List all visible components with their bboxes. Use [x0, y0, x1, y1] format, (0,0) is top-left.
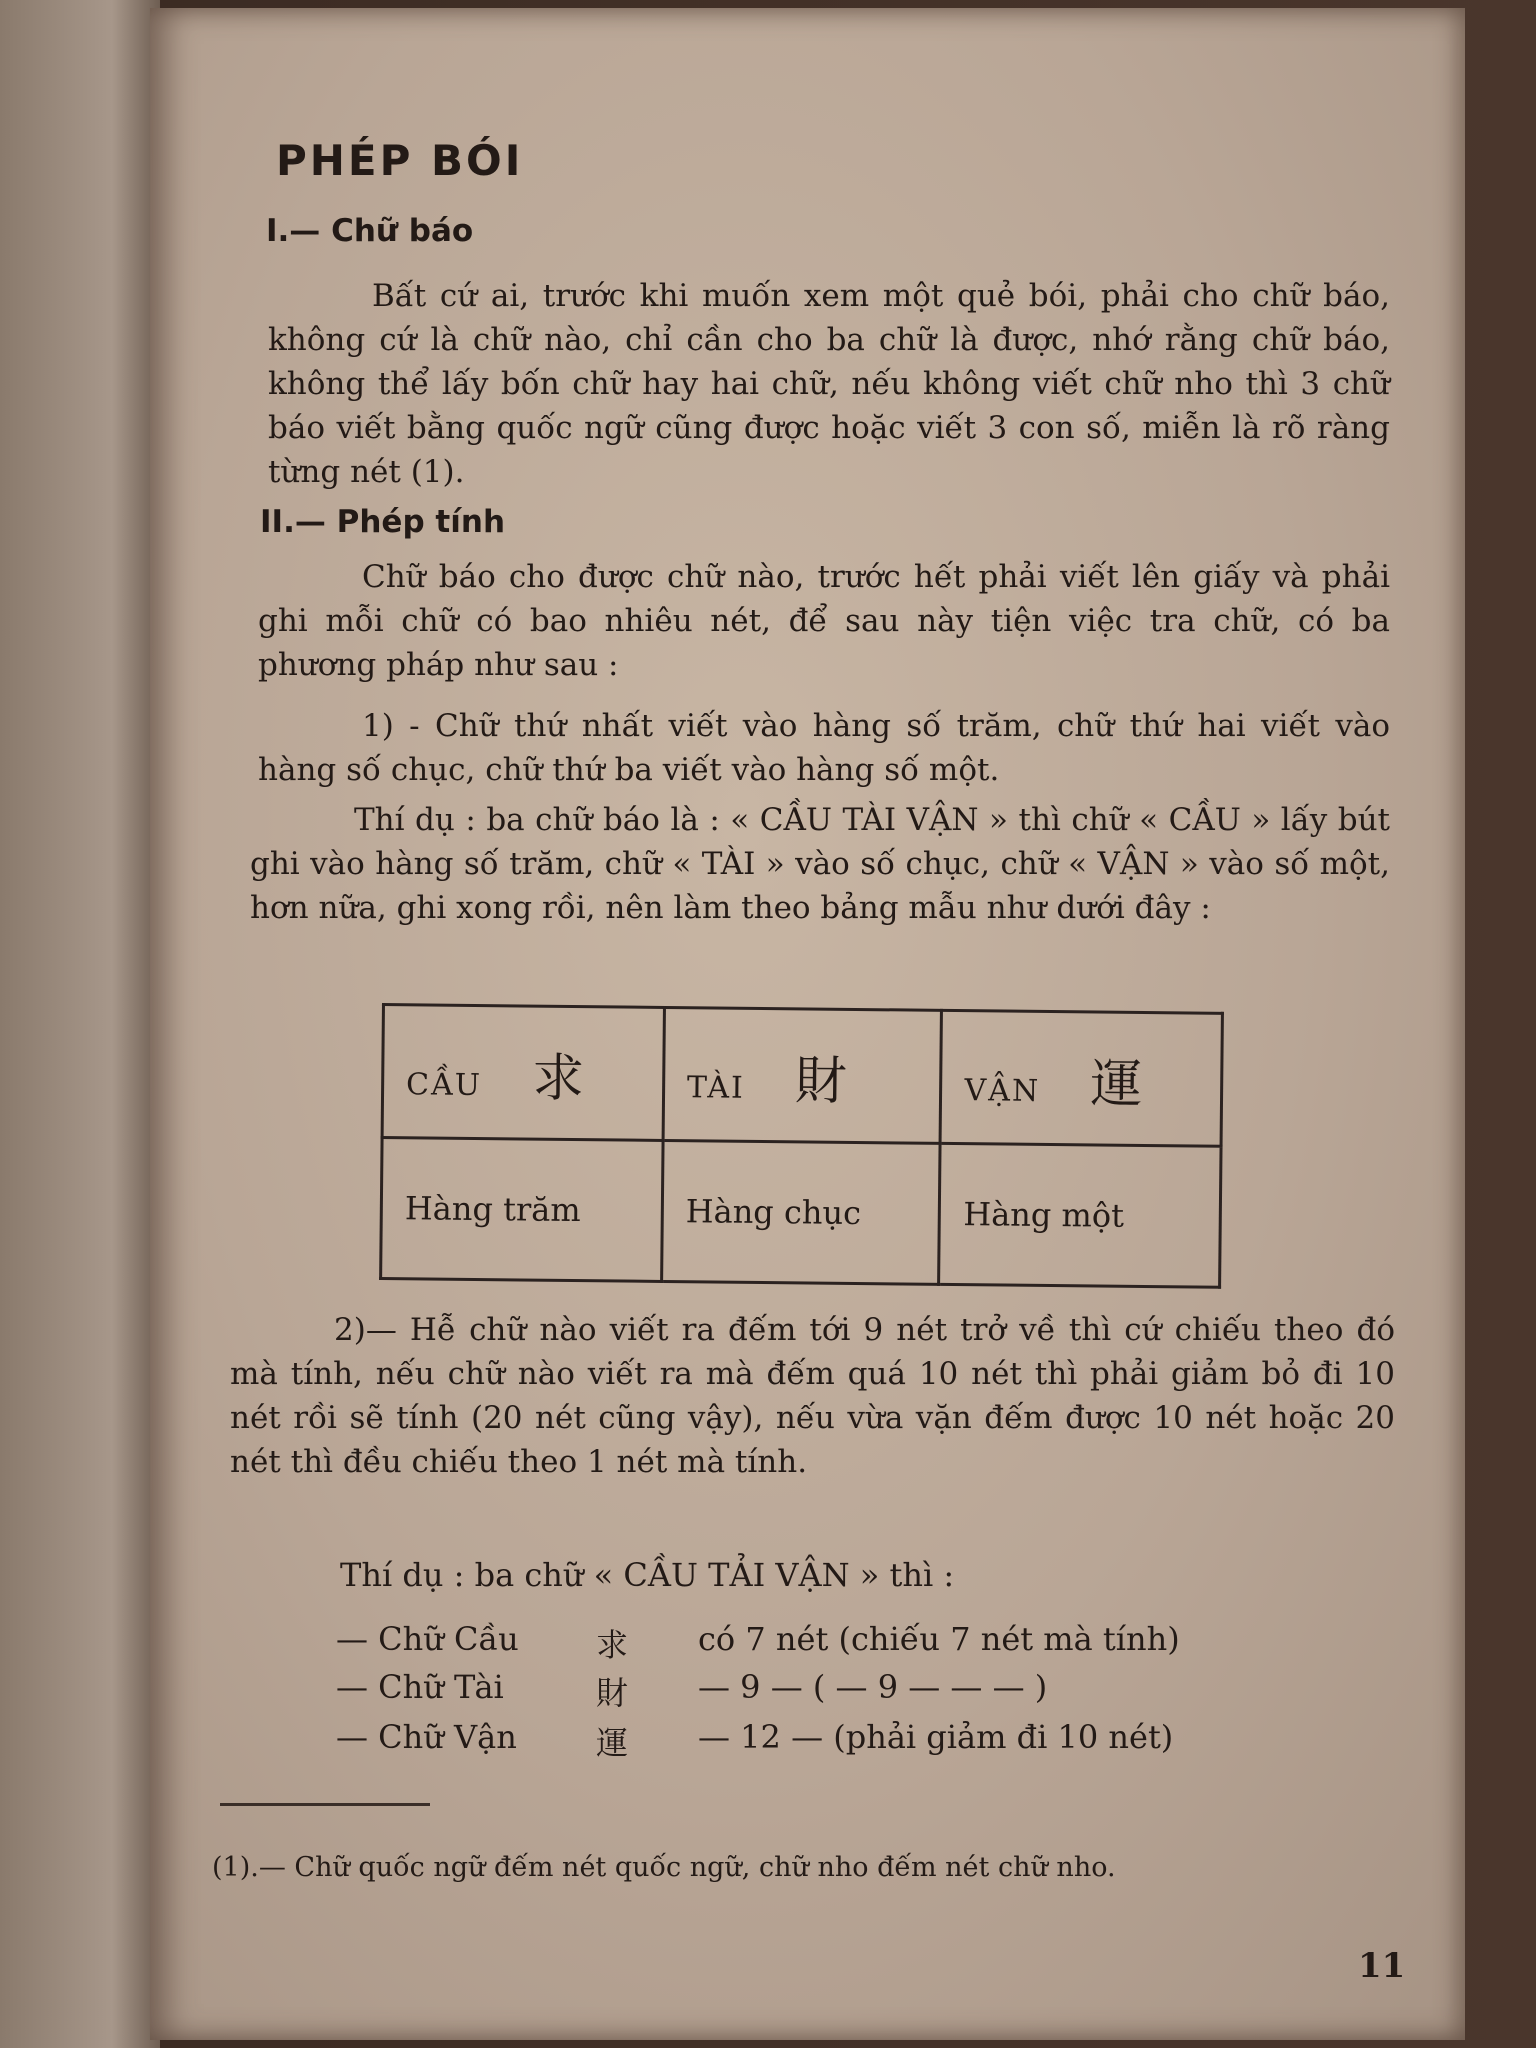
word-van: VẬN: [964, 1072, 1041, 1109]
stroke-label-van: — Chữ Vận: [336, 1718, 517, 1756]
section-2-heading: II.— Phép tính: [260, 504, 506, 540]
section-1-heading: I.— Chữ báo: [266, 213, 474, 249]
stroke-value-cau: có 7 nét (chiếu 7 nét mà tính): [698, 1620, 1180, 1658]
section-1-text: Bất cứ ai, trước khi muốn xem một quẻ bói, phải cho chữ báo, không cứ là chữ nào, chỉ cần cho ba chữ là được, nhớ rằng chữ báo, không thể lấy bốn chữ hay hai chữ, nếu không viết chữ nho thì 3 chữ báo viết bằng quốc ngữ cũng được hoặc viết 3 con số, miễn là rõ ràng từng nét (1).: [268, 278, 1390, 490]
page-title: PHÉP BÓI: [276, 136, 524, 185]
book-page: [150, 8, 1465, 2040]
stroke-char-cau: 求: [596, 1626, 629, 1664]
table-cell-ones: Hàng một: [939, 1143, 1221, 1287]
table-cell: [382, 1005, 664, 1141]
footnote: (1).— Chữ quốc ngữ đếm nét quốc ngữ, chữ nho đếm nét chữ nho.: [212, 1852, 1116, 1883]
table-row: [382, 1005, 1222, 1147]
example-1-text: Thí dụ : ba chữ báo là : « CẦU TÀI VẬN » thì chữ « CẦU » lấy bút ghi vào hàng số trăm, chữ « TÀI » vào số chục, chữ « VẬN » vào số một, hơn nữa, ghi xong rồi, nên làm theo bảng mẫu như dưới đây :: [250, 802, 1390, 926]
stroke-char-tai: 財: [596, 1674, 629, 1712]
table-cell-hundreds: Hàng trăm: [381, 1138, 663, 1282]
stroke-char-van: 運: [596, 1724, 629, 1762]
example-2-text: Thí dụ : ba chữ « CẦU TẢI VẬN » thì :: [340, 1556, 955, 1594]
table-cell: [941, 1010, 1223, 1146]
method-2-text: 2)— Hễ chữ nào viết ra đếm tới 9 nét trở về thì cứ chiếu theo đó mà tính, nếu chữ nào viết ra mà đếm quá 10 nét thì phải giảm bỏ đi 10 nét rồi sẽ tính (20 nét cũng vậy), nếu vừa vặn đếm được 10 nét hoặc 20 nét thì đều chiếu theo 1 nét mà tính.: [230, 1312, 1395, 1480]
stroke-label-tai: — Chữ Tài: [336, 1668, 504, 1706]
stroke-value-van: — 12 — (phải giảm đi 10 nét): [698, 1718, 1174, 1756]
table-cell-tens: Hàng chục: [661, 1140, 940, 1284]
method-1-text: 1) - Chữ thứ nhất viết vào hàng số trăm, chữ thứ hai viết vào hàng số chục, chữ thứ ba viết vào hàng số một.: [258, 708, 1390, 788]
stroke-value-tai: — 9 — ( — 9 — — — ): [698, 1668, 1048, 1706]
page-number: 11: [1358, 1946, 1406, 1986]
word-tai: TÀI: [686, 1069, 746, 1106]
section-2-intro: Chữ báo cho được chữ nào, trước hết phải viết lên giấy và phải ghi mỗi chữ có bao nhiêu nét, để sau này tiện việc tra chữ, có ba phương pháp như sau :: [258, 559, 1390, 683]
char-cau: 求: [531, 1048, 585, 1109]
stroke-label-cau: — Chữ Cầu: [336, 1620, 519, 1658]
facing-page-edge: [0, 0, 160, 2048]
table-cell: [663, 1007, 942, 1143]
footnote-rule: [220, 1803, 430, 1806]
sample-table: [379, 1003, 1224, 1289]
char-tai: 財: [794, 1050, 848, 1112]
table-row: [381, 1138, 1221, 1288]
char-van: 運: [1089, 1053, 1143, 1115]
word-cau: CẦU: [405, 1066, 483, 1103]
